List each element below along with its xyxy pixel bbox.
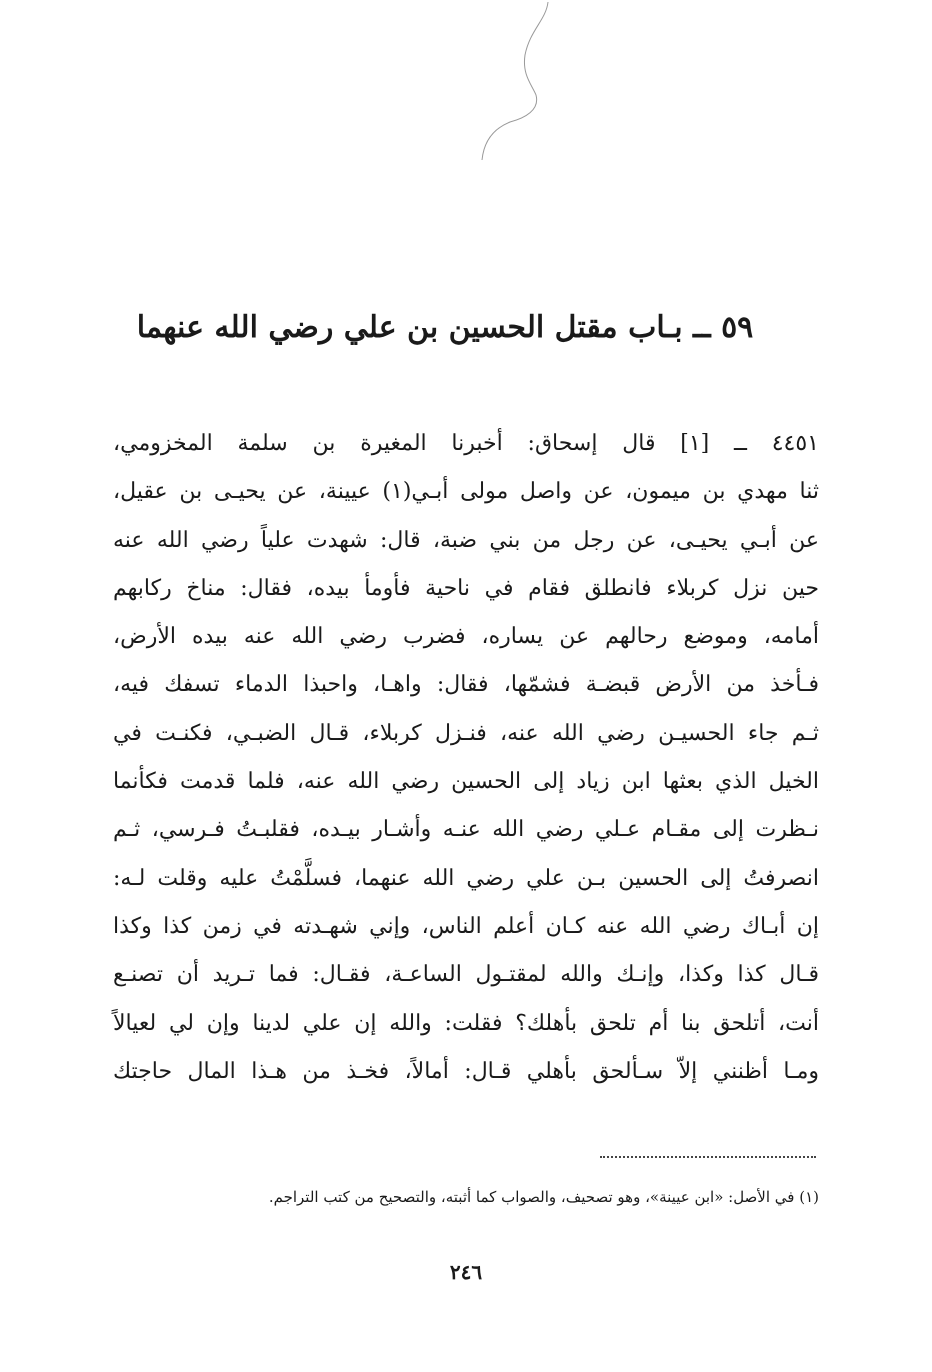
margin-pencil-mark (470, 0, 560, 170)
text-line: فـأخذ من الأرض قبضـة فشمّها، فقال: واهـا، واحبذا الدماء تسفك فيه، (113, 672, 819, 698)
text-line: الخيل الذي بعثها ابن زياد إلى الحسين رضي الله عنه، فلما قدمت فكأنما (113, 769, 819, 795)
text-line: أنت، أتلحق بنا أم تلحق بأهلك؟ فقلت: والله إن علي لدينا وإن لي لعيالاً (113, 1010, 819, 1036)
footnote: (١) في الأصل: «ابن عيينة»، وهو تصحيف، والصواب كما أثبته، والتصحيح من كتب التراجم. (268, 1188, 819, 1206)
text-line: ٤٤٥١ ــ [١] قال إسحاق: أخبرنا المغيرة بن سلمة المخزومي، (113, 431, 819, 456)
text-line: إن أبـاك رضي الله عنه كـان أعلم الناس، وإني شهـدته في زمن كذا وكذا (113, 913, 819, 939)
text-line: انصرفتُ إلى الحسين بـن علي رضي الله عنهما، فسلَّمْتُ عليه وقلت لـه: (113, 865, 819, 891)
hadith-text (113, 420, 819, 1096)
chapter-title: ٥٩ ــ بـاب مقتل الحسين بن علي رضي الله عنهما (136, 310, 754, 345)
text-line: أمامه، وموضع رحالهم عن يساره، فضرب رضي الله عنه بيده الأرض، (113, 624, 819, 650)
text-line: حين نزل كربلاء فانطلق فقام في ناحية فأومأ بيده، فقال: مناخ ركابهم (113, 575, 819, 601)
footnote-separator (600, 1156, 816, 1164)
text-line: نـظرت إلى مقـام عـلي رضي الله عنـه وأشـار بيـده، فقلبـتُ فـرسي، ثـم (113, 817, 819, 843)
text-line: ثـم جاء الحسيـن رضي الله عنه، فنـزل كربلاء، قـال الضبـي، فكنـت في (113, 720, 819, 746)
text-line: ثنا مهدي بن ميمون، عن واصل مولى أبـي(١) عيينة، عن يحيـى بن عقيل، (113, 479, 819, 505)
page-number: ٢٤٦ (449, 1260, 483, 1284)
text-line: قـال كذا وكذا، وإنـك والله لمقتـول الساعـة، فقـال: فما تـريد أن تصنـع (113, 962, 819, 988)
text-line: ومـا أظنني إلاّ سـألحق بأهلي قـال: أمالاً، فخـذ من هـذا المال حاجتك (113, 1058, 819, 1084)
text-line: عن أبـي يحيـى، عن رجل من بني ضبة، قال: شهدت علياً رضي الله عنه (113, 527, 819, 553)
